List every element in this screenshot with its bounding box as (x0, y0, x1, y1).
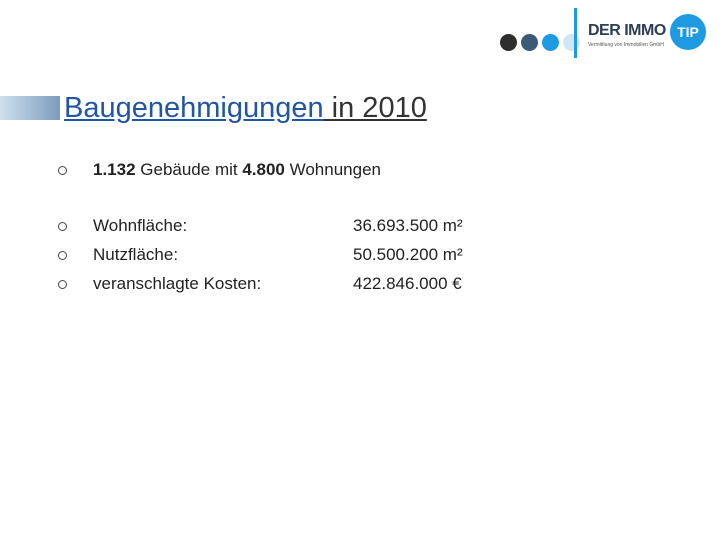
summary-text: Gebäude mit (135, 160, 243, 179)
row-value: 50.500.200 m² (353, 245, 463, 264)
bullet-icon (58, 251, 67, 260)
unit-count: 4.800 (242, 160, 285, 179)
bullet-icon (58, 166, 67, 175)
title-link[interactable]: Baugenehmigungen (64, 92, 324, 124)
logo-badge: TIP (670, 14, 706, 50)
building-count: 1.132 (93, 160, 136, 179)
bullet-icon (58, 222, 67, 231)
row-label: veranschlagte Kosten: (93, 274, 262, 293)
logo-wordmark: DER IMMO (588, 22, 666, 39)
logo-divider (574, 8, 577, 58)
logo-dot-icon (521, 34, 538, 51)
logo-dot-icon (500, 34, 517, 51)
title-accent-bar (0, 96, 60, 120)
row-value: 36.693.500 m² (353, 216, 463, 235)
summary-text-end: Wohnungen (284, 160, 381, 179)
logo-tagline: Vermittlung von Immobilien GmbH (588, 42, 664, 48)
row-label: Nutzfläche: (93, 245, 179, 264)
logo-dot-icon (542, 34, 559, 51)
row-label: Wohnfläche: (93, 216, 188, 235)
summary-line (93, 160, 381, 180)
title-suffix: in 2010 (323, 92, 427, 124)
slide-title (64, 92, 427, 125)
row-value: 422.846.000 € (353, 274, 462, 293)
bullet-icon (58, 280, 67, 289)
logo-dot-icon (563, 34, 580, 51)
company-logo (500, 8, 710, 60)
